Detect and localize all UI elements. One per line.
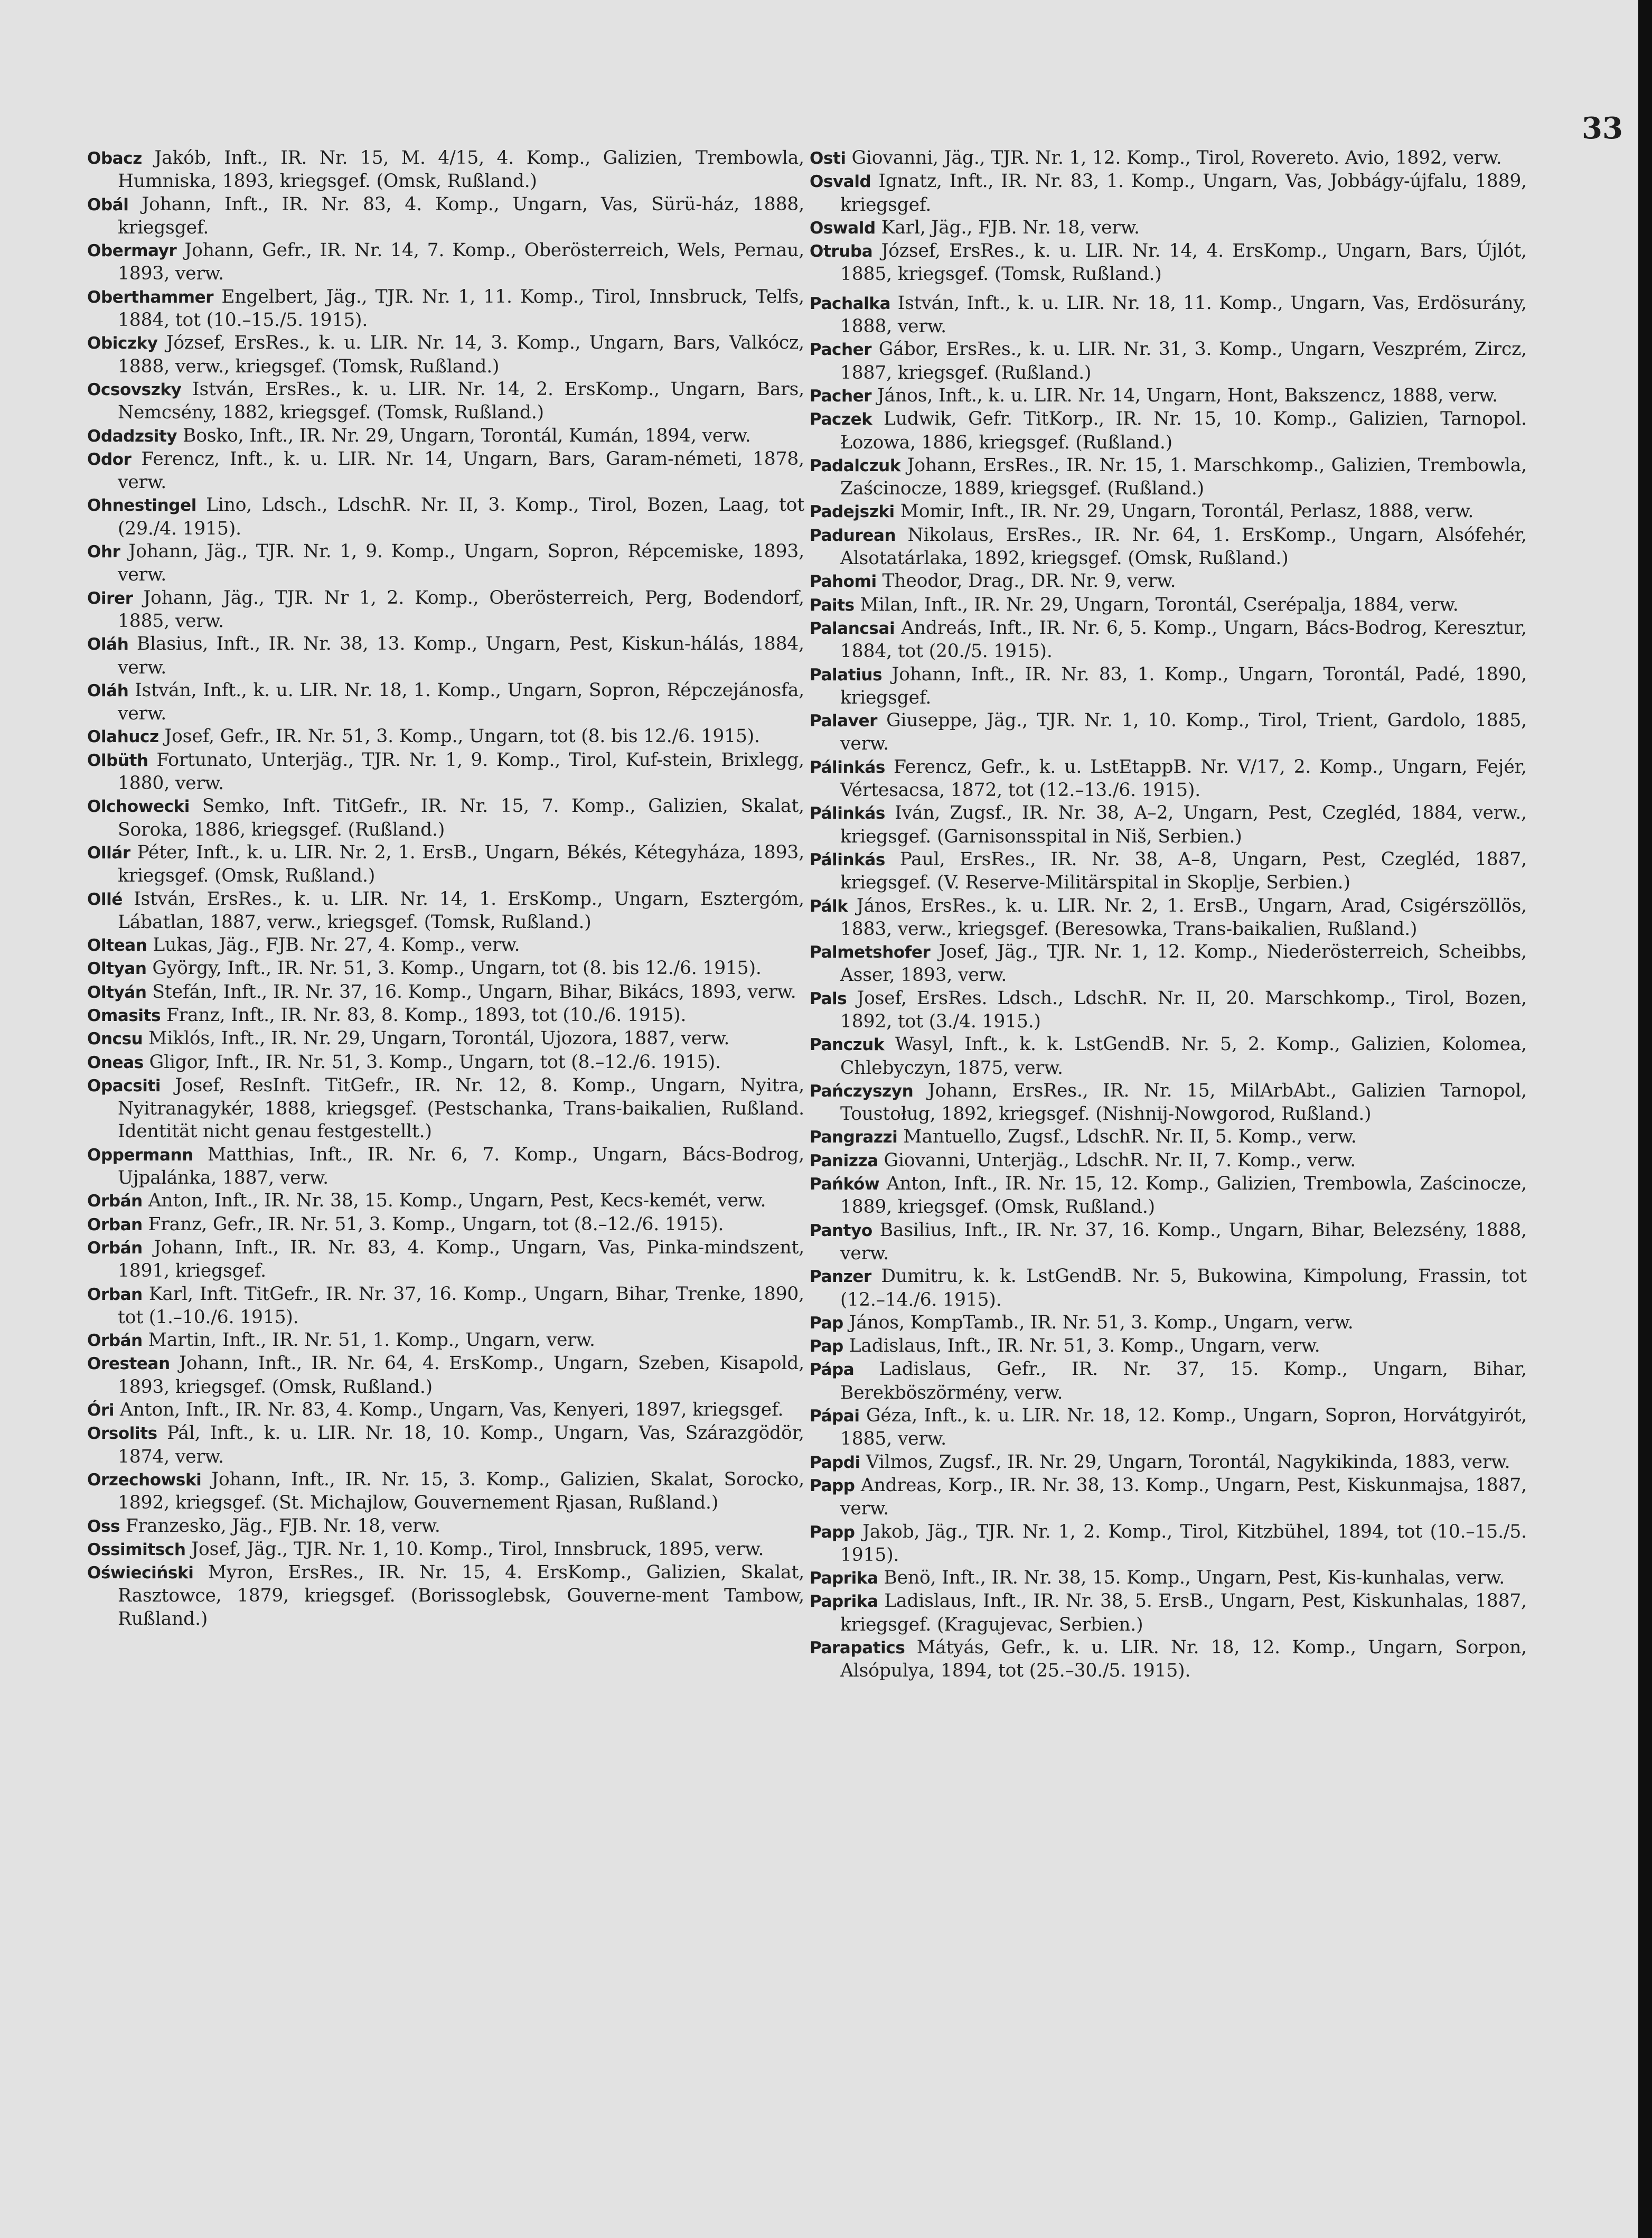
entry-details: Miklós, Inft., IR. Nr. 29, Ungarn, Torontál, Ujozora, 1887, verw. — [148, 1028, 730, 1050]
entry-surname: Otruba — [810, 242, 873, 261]
register-entry — [810, 617, 1527, 663]
entry-surname: Palaver — [810, 711, 878, 731]
register-entry — [810, 1126, 1527, 1149]
entry-surname: Odadzsity — [87, 426, 177, 446]
register-entry — [87, 1027, 804, 1051]
entry-details: György, Inft., IR. Nr. 51, 3. Komp., Ungarn, tot (8. bis 12./6. 1915). — [152, 958, 762, 979]
register-entry — [810, 987, 1527, 1034]
entry-surname: Olbüth — [87, 751, 148, 770]
entry-surname: Oświeciński — [87, 1563, 194, 1583]
entry-details: Jakób, Inft., IR. Nr. 15, M. 4/15, 4. Komp., Galizien, Trembowla, Humniska, 1893, kriegsgef. (Omsk, Rußland.) — [118, 147, 804, 192]
entry-details: Andreas, Korp., IR. Nr. 38, 13. Komp., Ungarn, Pest, Kiskunmajsa, 1887, verw. — [840, 1474, 1527, 1520]
entry-details: Jakob, Jäg., TJR. Nr. 1, 2. Komp., Tirol, Kitzbühel, 1894, tot (10.–15./5. 1915). — [840, 1521, 1527, 1566]
register-entry — [87, 1237, 804, 1283]
entry-surname: Oppermann — [87, 1145, 193, 1165]
entry-surname: Pap — [810, 1337, 843, 1356]
entry-details: Karl, Inft. TitGefr., IR. Nr. 37, 16. Komp., Ungarn, Bihar, Trenke, 1890, tot (1.–10./6. 1915). — [118, 1283, 804, 1328]
entry-surname: Oswald — [810, 218, 876, 238]
entry-details: Johann, ErsRes., IR. Nr. 15, MilArbAbt., Galizien Tarnopol, Toustoług, 1892, kriegsgef. (Nishnij-Nowgorod, Rußland.) — [840, 1080, 1527, 1125]
register-entry — [87, 1561, 804, 1631]
entry-surname: Paczek — [810, 410, 872, 429]
register-entry — [87, 425, 804, 448]
entry-surname: Oirer — [87, 588, 133, 608]
entry-surname: Orban — [87, 1285, 143, 1304]
entry-details: Johann, ErsRes., IR. Nr. 15, 1. Marschkomp., Galizien, Trembowla, Zaścinocze, 1889, kriegsgef. (Rußland.) — [840, 454, 1527, 500]
entry-surname: Oneas — [87, 1053, 144, 1072]
entry-surname: Ollé — [87, 889, 123, 909]
entry-details: Giovanni, Jäg., TJR. Nr. 1, 12. Komp., Tirol, Rovereto. Avio, 1892, verw. — [851, 147, 1502, 168]
entry-details: Anton, Inft., IR. Nr. 38, 15. Komp., Ungarn, Pest, Kecs-kemét, verw. — [148, 1190, 766, 1212]
register-entry — [87, 1283, 804, 1329]
register-entry — [87, 1051, 804, 1074]
register-entry — [810, 1590, 1527, 1636]
entry-details: Anton, Inft., IR. Nr. 15, 12. Komp., Galizien, Trembowla, Zaścinocze, 1889, kriegsgef. (Omsk, Rußland.) — [840, 1173, 1527, 1218]
entry-details: Ludwik, Gefr. TitKorp., IR. Nr. 15, 10. Komp., Galizien, Tarnopol. Łozowa, 1886, kriegsgef. (Rußland.) — [840, 408, 1527, 453]
entry-details: Johann, Gefr., IR. Nr. 14, 7. Komp., Oberösterreich, Wels, Pernau, 1893, verw. — [118, 240, 804, 285]
entry-surname: Paits — [810, 595, 855, 615]
entry-details: Semko, Inft. TitGefr., IR. Nr. 15, 7. Komp., Galizien, Skalat, Soroka, 1886, kriegsgef. (Rußland.) — [118, 795, 804, 840]
register-entry — [87, 540, 804, 587]
entry-surname: Panczuk — [810, 1035, 885, 1055]
register-entry — [87, 494, 804, 540]
register-entry — [87, 934, 804, 957]
entry-surname: Oberthammer — [87, 287, 214, 307]
entry-surname: Pálinkás — [810, 850, 885, 869]
entry-details: Franzesko, Jäg., FJB. Nr. 18, verw. — [125, 1515, 440, 1537]
entry-details: Karl, Jäg., FJB. Nr. 18, verw. — [881, 217, 1140, 238]
register-entry — [810, 500, 1527, 523]
entry-details: István, Inft., k. u. LIR. Nr. 18, 11. Komp., Ungarn, Vas, Erdösurány, 1888, verw. — [840, 292, 1527, 338]
entry-surname: Olahucz — [87, 727, 159, 747]
entry-details: János, ErsRes., k. u. LIR. Nr. 2, 1. ErsB., Ungarn, Arad, Csigérszöllös, 1883, verw., kriegsgef. (Beresowka, Trans-baikalien, Rußland.) — [840, 895, 1527, 940]
entry-details: István, ErsRes., k. u. LIR. Nr. 14, 2. ErsKomp., Ungarn, Bars, Nemcsény, 1882, kriegsgef. (Tomsk, Rußland.) — [118, 378, 804, 424]
register-entry — [810, 1149, 1527, 1173]
entry-details: Ferencz, Gefr., k. u. LstEtappB. Nr. V/17, 2. Komp., Ungarn, Fejér, Vértesacsa, 1872, tot (12.–13./6. 1915). — [840, 756, 1527, 801]
entry-details: Josef, ResInft. TitGefr., IR. Nr. 12, 8. Komp., Ungarn, Nyitra, Nyitranagykér, 1888, kriegsgef. (Pestschanka, Trans-baikalien, Rußland. Identität nicht genau festgestellt.) — [118, 1074, 804, 1143]
register-entry — [87, 1004, 804, 1027]
entry-surname: Padejszki — [810, 502, 895, 522]
entry-details: Blasius, Inft., IR. Nr. 38, 13. Komp., Ungarn, Pest, Kiskun-hálás, 1884, verw. — [118, 633, 804, 678]
entry-details: Anton, Inft., IR. Nr. 83, 4. Komp., Ungarn, Vas, Kenyeri, 1897, kriegsgef. — [119, 1399, 784, 1421]
register-entry — [87, 888, 804, 934]
entry-details: Nikolaus, ErsRes., IR. Nr. 64, 1. ErsKomp., Ungarn, Alsófehér, Alsotatárlaka, 1892, kriegsgef. (Omsk, Rußland.) — [840, 524, 1527, 569]
entry-surname: Pápai — [810, 1407, 860, 1426]
entry-surname: Ollár — [87, 843, 130, 863]
register-entry — [810, 1521, 1527, 1567]
register-entry — [87, 1422, 804, 1468]
entry-details: Josef, Gefr., IR. Nr. 51, 3. Komp., Ungarn, tot (8. bis 12./6. 1915). — [164, 726, 760, 747]
entry-details: Giuseppe, Jäg., TJR. Nr. 1, 10. Komp., Tirol, Trient, Gardolo, 1885, verw. — [840, 710, 1527, 755]
entry-details: Josef, Jäg., TJR. Nr. 1, 10. Komp., Tirol, Innsbruck, 1895, verw. — [191, 1538, 764, 1560]
entry-details: Martin, Inft., IR. Nr. 51, 1. Komp., Ungarn, verw. — [148, 1329, 595, 1351]
entry-surname: Palancsai — [810, 619, 895, 638]
register-entry — [810, 338, 1527, 385]
entry-details: Benö, Inft., IR. Nr. 38, 15. Komp., Ungarn, Pest, Kis-kunhalas, verw. — [884, 1567, 1505, 1589]
entry-surname: Opacsiti — [87, 1076, 161, 1095]
register-entry — [810, 594, 1527, 617]
right-column — [810, 147, 1527, 1683]
entry-surname: Orban — [87, 1215, 143, 1234]
entry-surname: Oláh — [87, 681, 129, 700]
entry-surname: Pálinkás — [810, 804, 885, 823]
register-entry — [87, 981, 804, 1004]
entry-surname: Pachalka — [810, 294, 891, 313]
register-entry — [810, 1474, 1527, 1521]
entry-surname: Panzer — [810, 1267, 871, 1287]
entry-details: Gábor, ErsRes., k. u. LIR. Nr. 31, 3. Komp., Ungarn, Veszprém, Zircz, 1887, kriegsgef. (Rußland.) — [840, 339, 1527, 383]
entry-details: Gligor, Inft., IR. Nr. 51, 3. Komp., Ungarn, tot (8.–12./6. 1915). — [149, 1051, 721, 1073]
entry-details: Vilmos, Zugsf., IR. Nr. 29, Ungarn, Torontál, Nagykikinda, 1883, verw. — [866, 1451, 1510, 1473]
entry-surname: Obiczky — [87, 334, 158, 353]
entry-details: Ladislaus, Gefr., IR. Nr. 37, 15. Komp., Ungarn, Bihar, Berekböszörmény, verw. — [840, 1359, 1527, 1403]
register-entry — [87, 378, 804, 425]
entry-surname: Pangrazzi — [810, 1128, 898, 1147]
entry-surname: Oss — [87, 1516, 120, 1536]
entry-surname: Pantyo — [810, 1221, 872, 1240]
entry-details: Ladislaus, Inft., IR. Nr. 38, 5. ErsB., Ungarn, Pest, Kiskunhalas, 1887, kriegsgef. (Kragujevac, Serbien.) — [840, 1590, 1527, 1635]
entry-surname: Paprika — [810, 1592, 878, 1612]
register-entry — [87, 1352, 804, 1399]
entry-details: Johann, Inft., IR. Nr. 83, 4. Komp., Ungarn, Vas, Pinka-mindszent, 1891, kriegsgef. — [118, 1237, 804, 1282]
entry-details: Mantuello, Zugsf., LdschR. Nr. II, 5. Komp., verw. — [903, 1126, 1357, 1148]
register-entry — [87, 841, 804, 888]
entry-details: József, ErsRes., k. u. LIR. Nr. 14, 3. Komp., Ungarn, Bars, Valkócz, 1888, verw., kriegsgef. (Tomsk, Rußland.) — [118, 332, 804, 377]
entry-details: Theodor, Drag., DR. Nr. 9, verw. — [882, 570, 1176, 592]
entry-details: Johann, Inft., IR. Nr. 15, 3. Komp., Galizien, Skalat, Sorocko, 1892, kriegsgef. (St. Michajlow, Gouvernement Rjasan, Rußland.) — [118, 1468, 804, 1514]
entry-surname: Ossimitsch — [87, 1540, 186, 1559]
entry-surname: Papp — [810, 1522, 855, 1542]
entry-details: Géza, Inft., k. u. LIR. Nr. 18, 12. Komp., Ungarn, Sopron, Horvátgyirót, 1885, verw. — [840, 1405, 1527, 1450]
entry-details: János, KompTamb., IR. Nr. 51, 3. Komp., Ungarn, verw. — [849, 1312, 1354, 1333]
entry-surname: Orestean — [87, 1354, 170, 1374]
register-entry — [87, 725, 804, 748]
entry-details: Paul, ErsRes., IR. Nr. 38, A–8, Ungarn, Pest, Czegléd, 1887, kriegsgef. (V. Reserve-Militärspital in Skoplje, Serbien.) — [840, 848, 1527, 894]
entry-details: József, ErsRes., k. u. LIR. Nr. 14, 4. ErsKomp., Ungarn, Bars, Újlót, 1885, kriegsgef. (Tomsk, Rußland.) — [840, 240, 1527, 285]
register-entry — [87, 1190, 804, 1213]
register-entry — [810, 895, 1527, 941]
register-entry — [87, 1074, 804, 1144]
entry-details: Giovanni, Unterjäg., LdschR. Nr. II, 7. Komp., verw. — [884, 1149, 1356, 1171]
register-entry — [810, 802, 1527, 848]
entry-surname: Ohnestingel — [87, 496, 196, 516]
section-gap — [810, 286, 1527, 292]
entry-surname: Padalczuk — [810, 456, 901, 475]
entry-surname: Panizza — [810, 1151, 878, 1170]
register-entry — [810, 217, 1527, 240]
register-entry — [810, 1219, 1527, 1266]
entry-surname: Orbán — [87, 1192, 143, 1211]
register-entry — [810, 408, 1527, 454]
register-entry — [810, 1335, 1527, 1358]
entry-surname: Palmetshofer — [810, 943, 931, 962]
entry-surname: Padurean — [810, 526, 896, 545]
entry-surname: Ohr — [87, 542, 120, 562]
entry-details: Péter, Inft., k. u. LIR. Nr. 2, 1. ErsB., Ungarn, Békés, Kétegyháza, 1893, kriegsgef. (Omsk, Rußland.) — [118, 841, 804, 887]
entry-details: Myron, ErsRes., IR. Nr. 15, 4. ErsKomp., Galizien, Skalat, Rasztowce, 1879, kriegsgef. (Borissoglebsk, Gouverne-ment Tambow, Rußland.) — [118, 1562, 805, 1630]
register-entry — [87, 1213, 804, 1237]
entry-details: István, Inft., k. u. LIR. Nr. 18, 1. Komp., Ungarn, Sopron, Répczejánosfa, verw. — [118, 679, 805, 725]
register-entry — [810, 709, 1527, 756]
scan-border — [1638, 0, 1652, 2238]
entry-details: Fortunato, Unterjäg., TJR. Nr. 1, 9. Komp., Tirol, Kuf-stein, Brixlegg, 1880, verw. — [118, 749, 804, 794]
entry-surname: Odor — [87, 450, 132, 469]
register-entry — [810, 1358, 1527, 1404]
register-entry — [87, 957, 804, 980]
entry-surname: Oltyan — [87, 959, 147, 979]
entry-details: Franz, Gefr., IR. Nr. 51, 3. Komp., Ungarn, tot (8.–12./6. 1915). — [148, 1213, 724, 1235]
entry-surname: Pápa — [810, 1360, 855, 1380]
entry-details: Engelbert, Jäg., TJR. Nr. 1, 11. Komp., Tirol, Innsbruck, Telfs, 1884, tot (10.–15./5. 1915). — [118, 286, 804, 331]
entry-details: Ferencz, Inft., k. u. LIR. Nr. 14, Ungarn, Bars, Garam-németi, 1878, verw. — [118, 448, 804, 493]
entry-surname: Pahomi — [810, 572, 877, 592]
entry-details: Franz, Inft., IR. Nr. 83, 8. Komp., 1893, tot (10./6. 1915). — [166, 1004, 687, 1026]
entry-surname: Pap — [810, 1313, 843, 1333]
register-entry — [810, 147, 1527, 170]
entry-details: Bosko, Inft., IR. Nr. 29, Ungarn, Torontál, Kumán, 1894, verw. — [183, 425, 751, 446]
entry-details: Dumitru, k. k. LstGendB. Nr. 5, Bukowina, Kimpolung, Frassin, tot (12.–14./6. 1915). — [840, 1266, 1527, 1310]
entry-surname: Ocsovszky — [87, 380, 182, 399]
entry-surname: Orzechowski — [87, 1470, 202, 1490]
entry-details: Johann, Inft., IR. Nr. 83, 4. Komp., Ungarn, Vas, Sürü-ház, 1888, kriegsgef. — [118, 193, 804, 238]
left-column — [87, 147, 804, 1631]
entry-details: Josef, ErsRes. Ldsch., LdschR. Nr. II, 20. Marschkomp., Tirol, Bozen, 1892, tot (3./4. 1915.) — [840, 987, 1527, 1032]
entry-details: Andreás, Inft., IR. Nr. 6, 5. Komp., Ungarn, Bács-Bodrog, Keresztur, 1884, tot (20./5. 1915). — [840, 617, 1527, 662]
register-entry — [87, 1468, 804, 1515]
entry-details: Wasyl, Inft., k. k. LstGendB. Nr. 5, 2. Komp., Galizien, Kolomea, Chlebyczyn, 1875, verw. — [840, 1034, 1527, 1079]
entry-details: Johann, Jäg., TJR. Nr. 1, 9. Komp., Ungarn, Sopron, Répcemiske, 1893, verw. — [118, 541, 804, 586]
register-entry — [810, 1265, 1527, 1312]
entry-details: Stefán, Inft., IR. Nr. 37, 16. Komp., Ungarn, Bihar, Bikács, 1893, verw. — [152, 981, 796, 1003]
entry-details: Lino, Ldsch., LdschR. Nr. II, 3. Komp., Tirol, Bozen, Laag, tot (29./4. 1915). — [118, 494, 804, 539]
entry-surname: Papp — [810, 1476, 855, 1495]
register-entry — [87, 286, 804, 332]
register-entry — [810, 1033, 1527, 1080]
register-entry — [87, 147, 804, 193]
entry-details: Pál, Inft., k. u. LIR. Nr. 18, 10. Komp., Ungarn, Vas, Szárazgödör, 1874, verw. — [118, 1422, 804, 1467]
register-entry — [87, 239, 804, 286]
entry-details: István, ErsRes., k. u. LIR. Nr. 14, 1. ErsKomp., Ungarn, Esztergóm, Lábatlan, 1887, verw., kriegsgef. (Tomsk, Rußland.) — [118, 888, 804, 933]
entry-surname: Pálinkás — [810, 757, 885, 777]
register-entry — [87, 193, 804, 240]
page-number: 33 — [1582, 111, 1623, 146]
entry-details: Johann, Inft., IR. Nr. 64, 4. ErsKomp., Ungarn, Szeben, Kisapold, 1893, kriegsgef. (Omsk, Rußland.) — [118, 1353, 804, 1398]
register-entry — [810, 292, 1527, 339]
register-entry — [87, 795, 804, 841]
entry-surname: Papdi — [810, 1453, 860, 1472]
register-entry — [87, 448, 804, 494]
entry-surname: Pacher — [810, 386, 872, 406]
register-entry — [810, 1636, 1527, 1683]
entry-surname: Óri — [87, 1401, 115, 1420]
entry-details: Momir, Inft., IR. Nr. 29, Ungarn, Torontál, Perlasz, 1888, verw. — [900, 501, 1474, 522]
register-entry — [810, 240, 1527, 286]
entry-surname: Obacz — [87, 149, 142, 168]
register-entry — [87, 1515, 804, 1538]
register-entry — [810, 663, 1527, 710]
entry-surname: Orsolits — [87, 1424, 157, 1444]
register-entry — [87, 749, 804, 795]
register-entry — [810, 1173, 1527, 1219]
register-entry — [87, 332, 804, 378]
entry-surname: Pańków — [810, 1175, 880, 1194]
entry-details: Milan, Inft., IR. Nr. 29, Ungarn, Torontál, Cserépalja, 1884, verw. — [860, 594, 1459, 615]
entry-details: Ladislaus, Inft., IR. Nr. 51, 3. Komp., Ungarn, verw. — [849, 1335, 1320, 1357]
entry-surname: Osti — [810, 149, 846, 168]
register-entry — [810, 1080, 1527, 1126]
register-entry — [810, 570, 1527, 593]
register-entry — [810, 1312, 1527, 1335]
entry-surname: Obál — [87, 195, 129, 214]
entry-details: Basilius, Inft., IR. Nr. 37, 16. Komp., Ungarn, Bihar, Belezsény, 1888, verw. — [840, 1219, 1527, 1264]
register-entry — [87, 587, 804, 633]
entry-surname: Pańczyszyn — [810, 1081, 914, 1101]
register-entry — [87, 679, 804, 726]
entry-surname: Pacher — [810, 340, 872, 360]
register-entry — [810, 170, 1527, 217]
register-entry — [87, 1399, 804, 1422]
entry-details: Matthias, Inft., IR. Nr. 6, 7. Komp., Ungarn, Bács-Bodrog, Ujpalánka, 1887, verw. — [118, 1144, 804, 1189]
entry-details: Mátyás, Gefr., k. u. LIR. Nr. 18, 12. Komp., Ungarn, Sorpon, Alsópulya, 1894, tot (25.–30./5. 1915). — [840, 1637, 1527, 1682]
entry-surname: Orbán — [87, 1331, 143, 1351]
register-entry — [87, 1144, 804, 1190]
entry-details: János, Inft., k. u. LIR. Nr. 14, Ungarn, Hont, Bakszencz, 1888, verw. — [877, 385, 1498, 406]
entry-surname: Olchowecki — [87, 797, 190, 817]
register-entry — [810, 454, 1527, 501]
entry-details: Johann, Jäg., TJR. Nr 1, 2. Komp., Oberösterreich, Perg, Bodendorf, 1885, verw. — [118, 587, 804, 632]
entry-details: Ignatz, Inft., IR. Nr. 83, 1. Komp., Ungarn, Vas, Jobbágy-újfalu, 1889, kriegsgef. — [840, 171, 1527, 216]
register-entry — [810, 1451, 1527, 1474]
entry-details: Johann, Inft., IR. Nr. 83, 1. Komp., Ungarn, Torontál, Padé, 1890, kriegsgef. — [840, 663, 1527, 708]
entry-surname: Oncsu — [87, 1029, 143, 1049]
entry-surname: Osvald — [810, 172, 871, 192]
entry-surname: Palatius — [810, 665, 883, 685]
entry-surname: Pals — [810, 989, 847, 1008]
entry-surname: Paprika — [810, 1569, 878, 1588]
entry-details: Josef, Jäg., TJR. Nr. 1, 12. Komp., Niederösterreich, Scheibbs, Asser, 1893, verw. — [840, 941, 1527, 986]
register-entry — [87, 1538, 804, 1561]
entry-surname: Oltyán — [87, 982, 147, 1002]
entry-surname: Orbán — [87, 1238, 143, 1258]
register-entry — [810, 1404, 1527, 1451]
entry-details: Lukas, Jäg., FJB. Nr. 27, 4. Komp., verw. — [153, 934, 520, 956]
entry-surname: Oltean — [87, 936, 147, 956]
register-entry — [87, 1329, 804, 1352]
entry-surname: Obermayr — [87, 241, 177, 261]
register-entry — [810, 1567, 1527, 1590]
entry-details: Iván, Zugsf., IR. Nr. 38, A–2, Ungarn, Pest, Czegléd, 1884, verw., kriegsgef. (Garnisonsspital in Niš, Serbien.) — [840, 802, 1527, 847]
register-entry — [810, 941, 1527, 987]
entry-surname: Omasits — [87, 1006, 161, 1025]
entry-surname: Pálk — [810, 896, 848, 916]
register-entry — [87, 633, 804, 679]
register-entry — [810, 848, 1527, 895]
register-entry — [810, 756, 1527, 802]
register-entry — [810, 524, 1527, 570]
register-entry — [810, 385, 1527, 408]
entry-surname: Parapatics — [810, 1638, 905, 1658]
entry-surname: Oláh — [87, 635, 129, 654]
